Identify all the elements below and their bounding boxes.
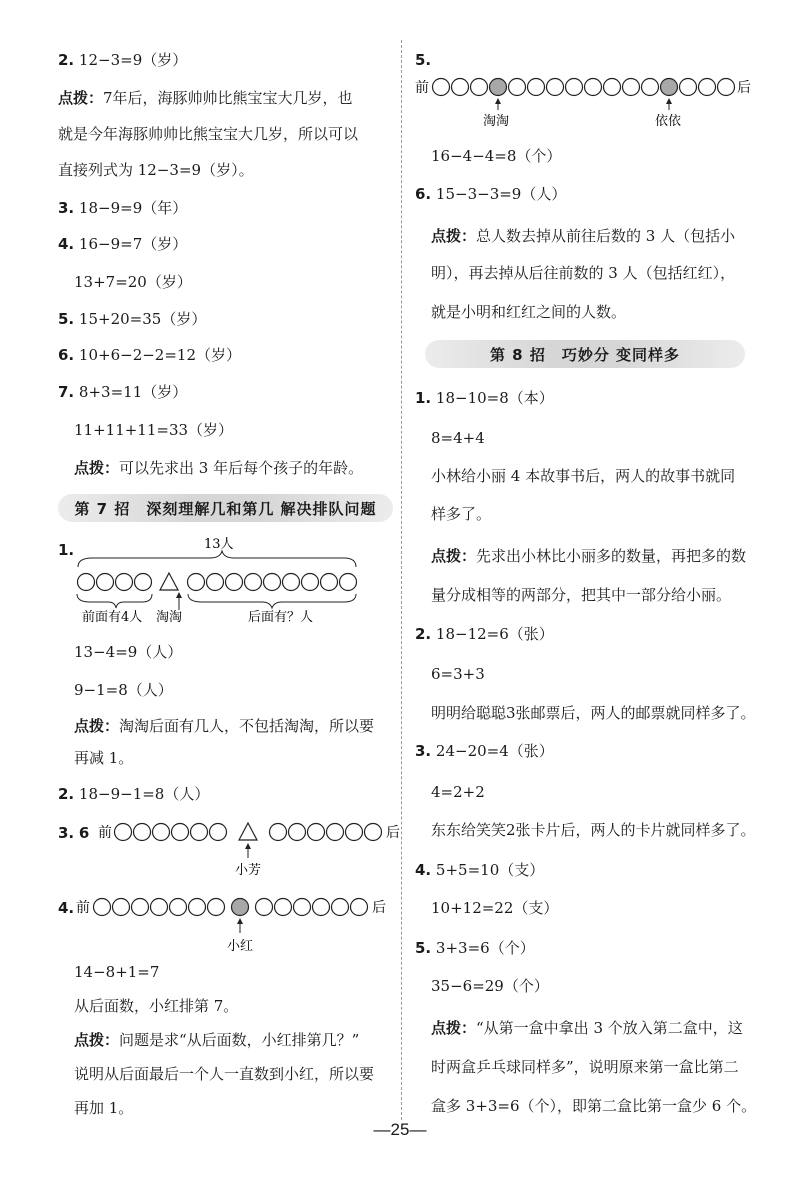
queue-diagram-5 [415, 72, 750, 128]
total-brace [78, 551, 356, 567]
answer-expression: 12−3=9（岁） [78, 51, 188, 69]
front-label: 前 [98, 825, 112, 841]
answer-3 [58, 198, 187, 218]
queue-diagram-3 [98, 818, 398, 878]
people-circles [78, 574, 357, 591]
answer-expression: 11+11+11=33（岁） [74, 421, 234, 439]
section8-answer-4 [415, 860, 544, 880]
arrow-up-icon [245, 843, 251, 849]
section8-answer-3 [415, 741, 554, 761]
answer-expression: 15−3−3=9（人） [435, 185, 567, 203]
hint [431, 1018, 743, 1038]
answer-expression: 13+7=20（岁） [74, 273, 192, 291]
question-number: 3. [415, 742, 432, 760]
answer-expression: 15+20=35（岁） [78, 310, 207, 328]
answer-expression: 10+12=22（支） [431, 899, 559, 917]
question-number: 2. [415, 625, 432, 643]
hint-text: “从第一盒中拿出 3 个放入第二盒中，这 [476, 1019, 743, 1037]
answer-text: 小林给小丽 4 本故事书后，两人的故事书就同 [431, 467, 736, 485]
hint-text: 就是今年海豚帅帅比熊宝宝大几岁，所以可以 [58, 125, 359, 143]
hint-label: 点拨： [58, 89, 104, 107]
hint-text: 问题是求“从后面数，小红排第几？” [119, 1031, 360, 1049]
question-number: 6. [415, 185, 432, 203]
answer-text: 明明给聪聪3张邮票后，两人的邮票就同样多了。 [431, 704, 756, 722]
answer-value: 6 [78, 824, 90, 842]
answer-text: 东东给笑笑2张卡片后，两人的卡片就同样多了。 [431, 821, 756, 839]
answer-2 [58, 50, 187, 70]
question-number: 5. [58, 310, 75, 328]
hint-label: 点拨： [74, 459, 120, 477]
hint-text: 说明从后面最后一个人一直数到小红，所以要 [74, 1065, 375, 1083]
hint-text: 再减 1。 [74, 749, 134, 767]
hint-label: 点拨： [431, 227, 477, 245]
question-number: 6. [58, 346, 75, 364]
answer-6 [58, 345, 241, 365]
answer-expression: 8=4+4 [431, 429, 485, 447]
answer-expression: 10+6−2−2=12（岁） [78, 346, 241, 364]
people-circles [94, 899, 368, 916]
answer-expression: 35−6=29（个） [431, 977, 549, 995]
answer-5 [58, 309, 206, 329]
question-number: 7. [58, 383, 75, 401]
answer-text: 从后面数，小红排第 7。 [74, 997, 239, 1015]
page-number: —25— [373, 1120, 427, 1139]
question-number: 2. [58, 51, 75, 69]
hint-text: 盒多 3+3=6（个），即第二盒比第一盒少 6 个。 [431, 1097, 757, 1115]
hint-text: 淘淘后面有几人，不包括淘淘，所以要 [119, 717, 375, 735]
yiyi-label: 依依 [655, 114, 682, 129]
section8-answer-5 [415, 938, 535, 958]
hint [431, 546, 746, 566]
section7-answer-3 [58, 823, 89, 843]
hint [431, 226, 735, 246]
question-number: 2. [58, 785, 75, 803]
answer-expression: 3+3=6（个） [435, 939, 535, 957]
back-label: 后 [386, 825, 400, 841]
question-number: 4. [415, 861, 432, 879]
arrow-up-icon [237, 918, 243, 924]
hint-text: 明），再去掉从后往前数的 3 人（包括红红）， [431, 264, 736, 282]
hint-text: 量分成相等的两部分，把其中一部分给小丽。 [431, 586, 732, 604]
question-number: 1. [415, 389, 432, 407]
answer-expression: 18−10=8（本） [435, 389, 554, 407]
answer-expression: 18−9−1=8（人） [78, 785, 210, 803]
section-title-7: 第 7 招 深刻理解几和第几 解决排队问题 [58, 494, 393, 522]
hint-label: 点拨： [74, 717, 120, 735]
people-circles [433, 79, 735, 96]
hint-text: 时两盒乒乓球同样多”，说明原来第一盒比第二 [431, 1058, 739, 1076]
people-circles [115, 824, 382, 841]
question-number: 1. [58, 541, 75, 559]
hint-text: 再加 1。 [74, 1099, 134, 1117]
taotao-triangle [160, 573, 178, 590]
xiaofang-triangle [239, 823, 257, 840]
hint-label: 点拨： [431, 547, 477, 565]
answer-5-number [415, 50, 431, 70]
column-divider [401, 40, 402, 1120]
hint-text: 先求出小林比小丽多的数量，再把多的数 [476, 547, 747, 565]
question-number: 3. [58, 824, 75, 842]
section7-answer-4-number [58, 898, 74, 918]
hint [74, 1030, 359, 1050]
back-label: 后面有？人 [248, 610, 314, 625]
answer-expression: 13−4=9（人） [74, 643, 183, 661]
xiaohong-label: 小红 [227, 939, 254, 954]
total-label: 13人 [204, 537, 234, 552]
answer-expression: 18−9=9（年） [78, 199, 188, 217]
queue-diagram-1 [72, 534, 372, 626]
xiaohong-circle [232, 899, 249, 916]
answer-expression: 9−1=8（人） [74, 681, 173, 699]
back-brace [188, 594, 356, 608]
yiyi-circle [661, 79, 678, 96]
xiaofang-label: 小芳 [235, 863, 262, 878]
answer-expression: 4=2+2 [431, 783, 485, 801]
hint-label: 点拨： [431, 1019, 477, 1037]
question-number: 3. [58, 199, 75, 217]
back-label: 后 [372, 900, 386, 916]
hint-label: 点拨： [74, 1031, 120, 1049]
section8-answer-2 [415, 624, 554, 644]
hint-text: 可以先求出 3 年后每个孩子的年龄。 [119, 459, 364, 477]
section8-answer-1 [415, 388, 554, 408]
taotao-circle [490, 79, 507, 96]
arrow-up-icon [176, 592, 182, 598]
hint-text: 总人数去掉从前往后数的 3 人（包括小 [476, 227, 736, 245]
answer-expression: 16−4−4=8（个） [431, 147, 562, 165]
hint [74, 458, 363, 478]
hint [74, 716, 374, 736]
answer-7 [58, 382, 187, 402]
hint [58, 88, 353, 108]
answer-expression: 16−9=7（岁） [78, 235, 188, 253]
hint-text: 直接列式为 12−3=9（岁）。 [58, 161, 254, 179]
answer-expression: 24−20=4（张） [435, 742, 554, 760]
back-label: 后 [737, 80, 751, 96]
question-number: 5. [415, 939, 432, 957]
answer-expression: 8+3=11（岁） [78, 383, 188, 401]
section-title-8: 第 8 招 巧妙分 变同样多 [425, 340, 745, 368]
answer-6 [415, 184, 566, 204]
front-label: 前面有4人 [82, 610, 143, 625]
section7-answer-2 [58, 784, 209, 804]
arrow-up-icon [495, 98, 501, 104]
answer-4 [58, 234, 187, 254]
arrow-up-icon [666, 98, 672, 104]
answer-expression: 5+5=10（支） [435, 861, 545, 879]
answer-expression: 14−8+1=7 [74, 963, 160, 981]
answer-text: 样多了。 [431, 505, 492, 523]
hint-text: 7年后，海豚帅帅比熊宝宝大几岁，也 [103, 89, 353, 107]
answer-expression: 6=3+3 [431, 665, 485, 683]
question-number: 5. [415, 51, 432, 69]
hint-text: 就是小明和红红之间的人数。 [431, 303, 627, 321]
front-label: 前 [415, 80, 429, 96]
taotao-label: 淘淘 [483, 114, 510, 129]
taotao-label: 淘淘 [156, 610, 183, 625]
answer-expression: 18−12=6（张） [435, 625, 554, 643]
question-number: 4. [58, 899, 75, 917]
question-number: 4. [58, 235, 75, 253]
queue-diagram-4 [76, 893, 396, 955]
front-label: 前 [76, 900, 90, 916]
front-brace [77, 594, 152, 608]
